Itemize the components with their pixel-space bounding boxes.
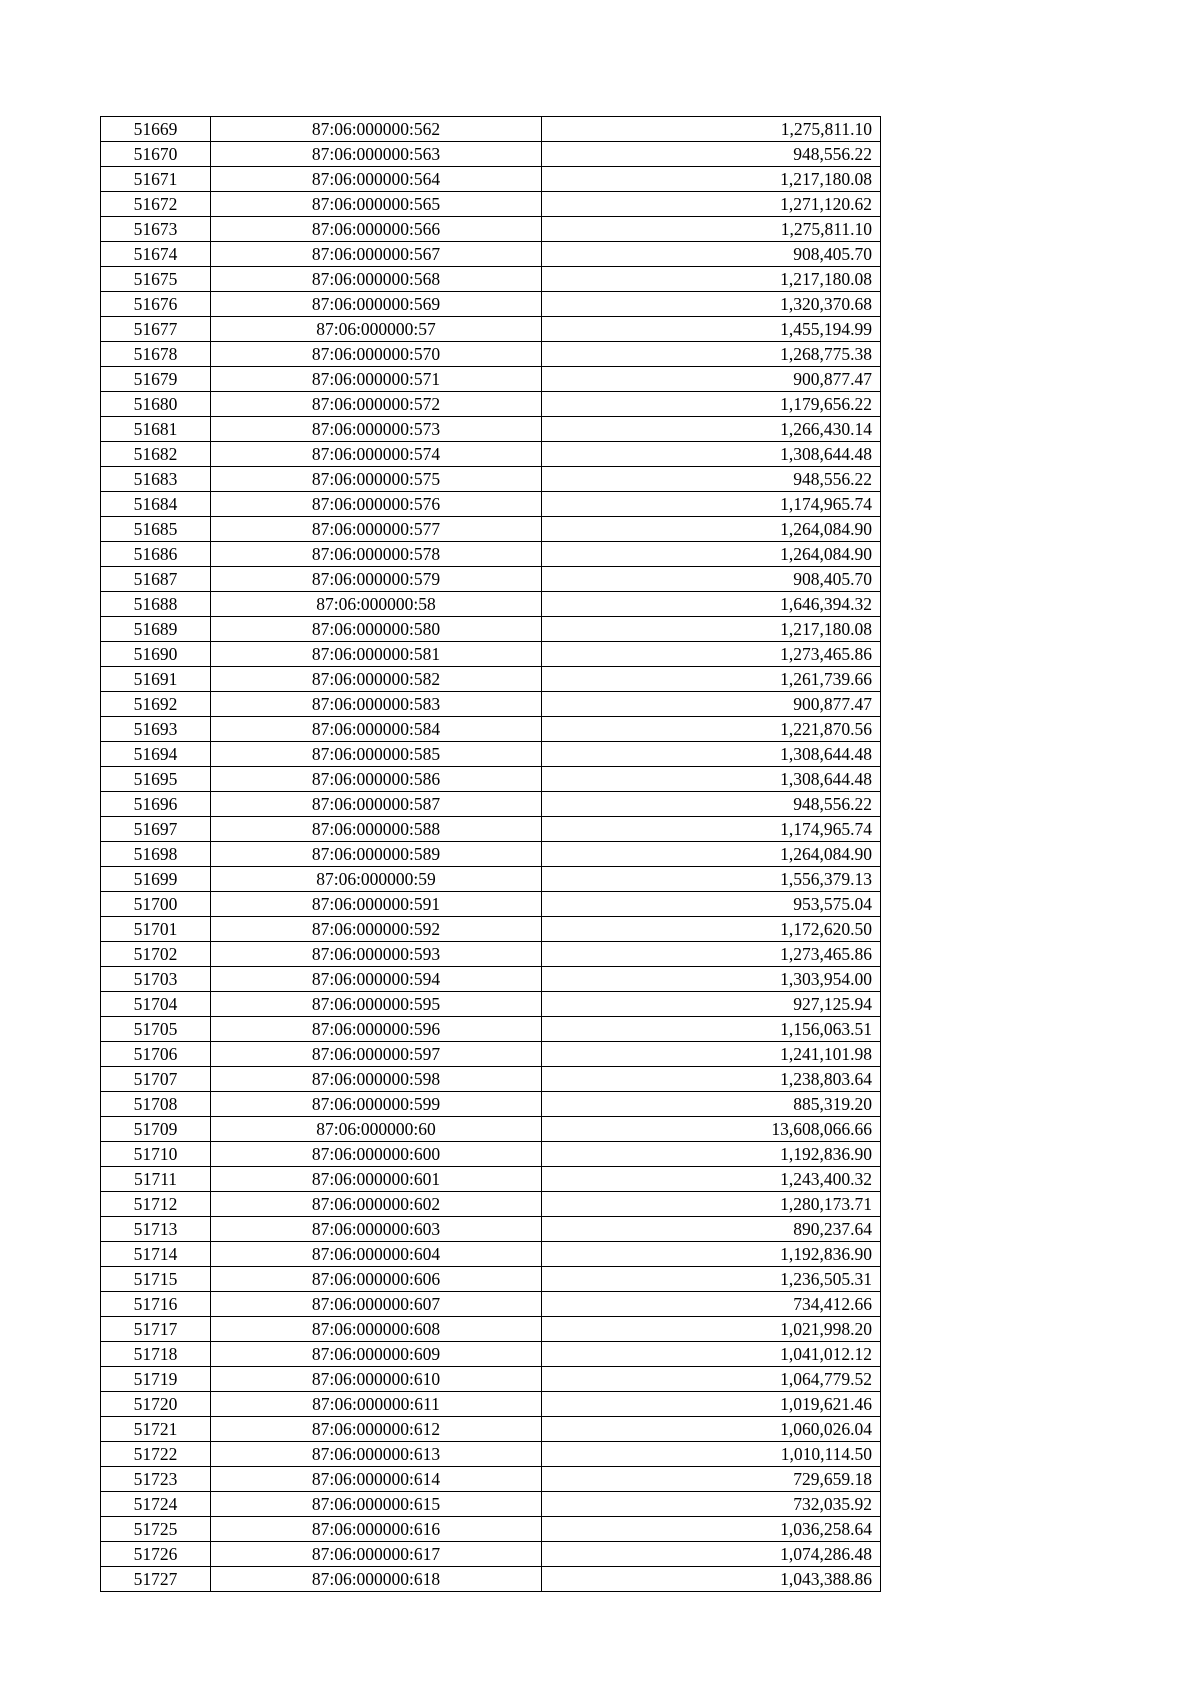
cadastral-number-cell: 87:06:000000:573 [211, 417, 542, 442]
value-cell: 1,241,101.98 [542, 1042, 881, 1067]
row-number-cell: 51691 [101, 667, 211, 692]
cadastral-number-cell: 87:06:000000:599 [211, 1092, 542, 1117]
cadastral-number-cell: 87:06:000000:579 [211, 567, 542, 592]
cadastral-number-cell: 87:06:000000:597 [211, 1042, 542, 1067]
cadastral-number-cell: 87:06:000000:613 [211, 1442, 542, 1467]
row-number-cell: 51715 [101, 1267, 211, 1292]
row-number-cell: 51726 [101, 1542, 211, 1567]
table-row [101, 217, 881, 242]
row-number-cell: 51689 [101, 617, 211, 642]
row-number-cell: 51706 [101, 1042, 211, 1067]
value-cell: 1,192,836.90 [542, 1242, 881, 1267]
row-number-cell: 51696 [101, 792, 211, 817]
value-cell: 1,271,120.62 [542, 192, 881, 217]
value-cell: 1,303,954.00 [542, 967, 881, 992]
cadastral-number-cell: 87:06:000000:581 [211, 642, 542, 667]
row-number-cell: 51714 [101, 1242, 211, 1267]
table-row [101, 1242, 881, 1267]
table-row [101, 542, 881, 567]
value-cell: 1,217,180.08 [542, 267, 881, 292]
row-number-cell: 51688 [101, 592, 211, 617]
value-cell: 1,556,379.13 [542, 867, 881, 892]
table-row [101, 442, 881, 467]
row-number-cell: 51712 [101, 1192, 211, 1217]
table-row [101, 817, 881, 842]
cadastral-number-cell: 87:06:000000:565 [211, 192, 542, 217]
cadastral-number-cell: 87:06:000000:606 [211, 1267, 542, 1292]
table-row [101, 742, 881, 767]
row-number-cell: 51702 [101, 942, 211, 967]
table-row [101, 1267, 881, 1292]
row-number-cell: 51718 [101, 1342, 211, 1367]
row-number-cell: 51722 [101, 1442, 211, 1467]
cadastral-number-cell: 87:06:000000:601 [211, 1167, 542, 1192]
row-number-cell: 51709 [101, 1117, 211, 1142]
value-cell: 1,174,965.74 [542, 492, 881, 517]
table-row [101, 767, 881, 792]
row-number-cell: 51679 [101, 367, 211, 392]
table-row [101, 142, 881, 167]
cadastral-number-cell: 87:06:000000:578 [211, 542, 542, 567]
table-row [101, 967, 881, 992]
value-cell: 1,264,084.90 [542, 517, 881, 542]
cadastral-number-cell: 87:06:000000:612 [211, 1417, 542, 1442]
value-cell: 1,308,644.48 [542, 442, 881, 467]
table-row [101, 1142, 881, 1167]
cadastral-number-cell: 87:06:000000:60 [211, 1117, 542, 1142]
cadastral-number-cell: 87:06:000000:566 [211, 217, 542, 242]
value-cell: 1,280,173.71 [542, 1192, 881, 1217]
table-row [101, 1117, 881, 1142]
table-row [101, 717, 881, 742]
cadastral-number-cell: 87:06:000000:571 [211, 367, 542, 392]
row-number-cell: 51690 [101, 642, 211, 667]
row-number-cell: 51727 [101, 1567, 211, 1592]
value-cell: 1,179,656.22 [542, 392, 881, 417]
row-number-cell: 51687 [101, 567, 211, 592]
row-number-cell: 51719 [101, 1367, 211, 1392]
cadastral-number-cell: 87:06:000000:596 [211, 1017, 542, 1042]
table-row [101, 1292, 881, 1317]
value-cell: 885,319.20 [542, 1092, 881, 1117]
row-number-cell: 51698 [101, 842, 211, 867]
value-cell: 1,236,505.31 [542, 1267, 881, 1292]
cadastral-number-cell: 87:06:000000:564 [211, 167, 542, 192]
row-number-cell: 51681 [101, 417, 211, 442]
value-cell: 1,036,258.64 [542, 1517, 881, 1542]
cadastral-number-cell: 87:06:000000:577 [211, 517, 542, 542]
cadastral-number-cell: 87:06:000000:562 [211, 117, 542, 142]
row-number-cell: 51708 [101, 1092, 211, 1117]
row-number-cell: 51675 [101, 267, 211, 292]
value-cell: 953,575.04 [542, 892, 881, 917]
row-number-cell: 51707 [101, 1067, 211, 1092]
cadastral-number-cell: 87:06:000000:609 [211, 1342, 542, 1367]
table-row [101, 1067, 881, 1092]
cadastral-number-cell: 87:06:000000:575 [211, 467, 542, 492]
cadastral-number-cell: 87:06:000000:59 [211, 867, 542, 892]
value-cell: 1,043,388.86 [542, 1567, 881, 1592]
value-cell: 908,405.70 [542, 242, 881, 267]
row-number-cell: 51721 [101, 1417, 211, 1442]
table-row [101, 1092, 881, 1117]
table-row [101, 892, 881, 917]
value-cell: 1,275,811.10 [542, 217, 881, 242]
row-number-cell: 51692 [101, 692, 211, 717]
value-cell: 1,308,644.48 [542, 767, 881, 792]
value-cell: 908,405.70 [542, 567, 881, 592]
row-number-cell: 51703 [101, 967, 211, 992]
value-cell: 1,156,063.51 [542, 1017, 881, 1042]
value-cell: 1,264,084.90 [542, 542, 881, 567]
table-row [101, 1567, 881, 1592]
row-number-cell: 51684 [101, 492, 211, 517]
cadastral-number-cell: 87:06:000000:618 [211, 1567, 542, 1592]
table-row [101, 792, 881, 817]
row-number-cell: 51704 [101, 992, 211, 1017]
row-number-cell: 51678 [101, 342, 211, 367]
value-cell: 1,172,620.50 [542, 917, 881, 942]
value-cell: 948,556.22 [542, 142, 881, 167]
table-row [101, 1517, 881, 1542]
row-number-cell: 51683 [101, 467, 211, 492]
row-number-cell: 51670 [101, 142, 211, 167]
row-number-cell: 51695 [101, 767, 211, 792]
row-number-cell: 51693 [101, 717, 211, 742]
row-number-cell: 51711 [101, 1167, 211, 1192]
cadastral-number-cell: 87:06:000000:576 [211, 492, 542, 517]
row-number-cell: 51671 [101, 167, 211, 192]
value-cell: 729,659.18 [542, 1467, 881, 1492]
table-row [101, 517, 881, 542]
row-number-cell: 51720 [101, 1392, 211, 1417]
cadastral-number-cell: 87:06:000000:591 [211, 892, 542, 917]
value-cell: 1,010,114.50 [542, 1442, 881, 1467]
row-number-cell: 51694 [101, 742, 211, 767]
cadastral-number-cell: 87:06:000000:616 [211, 1517, 542, 1542]
value-cell: 1,041,012.12 [542, 1342, 881, 1367]
table-row [101, 342, 881, 367]
table-row [101, 867, 881, 892]
row-number-cell: 51700 [101, 892, 211, 917]
value-cell: 1,243,400.32 [542, 1167, 881, 1192]
row-number-cell: 51686 [101, 542, 211, 567]
cadastral-number-cell: 87:06:000000:593 [211, 942, 542, 967]
value-cell: 1,268,775.38 [542, 342, 881, 367]
value-cell: 1,064,779.52 [542, 1367, 881, 1392]
table-row [101, 367, 881, 392]
table-row [101, 917, 881, 942]
value-cell: 927,125.94 [542, 992, 881, 1017]
value-cell: 1,264,084.90 [542, 842, 881, 867]
table-row [101, 1492, 881, 1517]
row-number-cell: 51677 [101, 317, 211, 342]
row-number-cell: 51699 [101, 867, 211, 892]
table-row [101, 692, 881, 717]
table-row [101, 842, 881, 867]
row-number-cell: 51673 [101, 217, 211, 242]
row-number-cell: 51682 [101, 442, 211, 467]
value-cell: 1,320,370.68 [542, 292, 881, 317]
row-number-cell: 51716 [101, 1292, 211, 1317]
table-row [101, 1167, 881, 1192]
table-row [101, 592, 881, 617]
value-cell: 1,060,026.04 [542, 1417, 881, 1442]
cadastral-number-cell: 87:06:000000:594 [211, 967, 542, 992]
row-number-cell: 51701 [101, 917, 211, 942]
value-cell: 1,221,870.56 [542, 717, 881, 742]
cadastral-number-cell: 87:06:000000:608 [211, 1317, 542, 1342]
table-row [101, 1367, 881, 1392]
row-number-cell: 51723 [101, 1467, 211, 1492]
cadastral-number-cell: 87:06:000000:587 [211, 792, 542, 817]
table-row [101, 567, 881, 592]
table-row [101, 317, 881, 342]
cadastral-number-cell: 87:06:000000:580 [211, 617, 542, 642]
cadastral-number-cell: 87:06:000000:568 [211, 267, 542, 292]
value-cell: 948,556.22 [542, 467, 881, 492]
cadastral-number-cell: 87:06:000000:600 [211, 1142, 542, 1167]
row-number-cell: 51676 [101, 292, 211, 317]
cadastral-number-cell: 87:06:000000:567 [211, 242, 542, 267]
value-cell: 1,074,286.48 [542, 1542, 881, 1567]
table-row [101, 1467, 881, 1492]
value-cell: 1,273,465.86 [542, 942, 881, 967]
row-number-cell: 51725 [101, 1517, 211, 1542]
table-row [101, 417, 881, 442]
cadastral-number-cell: 87:06:000000:611 [211, 1392, 542, 1417]
value-cell: 1,266,430.14 [542, 417, 881, 442]
value-cell: 1,217,180.08 [542, 167, 881, 192]
value-cell: 890,237.64 [542, 1217, 881, 1242]
value-cell: 1,646,394.32 [542, 592, 881, 617]
table-row [101, 1042, 881, 1067]
table-row [101, 1317, 881, 1342]
value-cell: 1,308,644.48 [542, 742, 881, 767]
row-number-cell: 51669 [101, 117, 211, 142]
row-number-cell: 51674 [101, 242, 211, 267]
cadastral-number-cell: 87:06:000000:584 [211, 717, 542, 742]
value-cell: 1,238,803.64 [542, 1067, 881, 1092]
row-number-cell: 51680 [101, 392, 211, 417]
value-cell: 1,275,811.10 [542, 117, 881, 142]
cadastral-number-cell: 87:06:000000:603 [211, 1217, 542, 1242]
cadastral-number-cell: 87:06:000000:58 [211, 592, 542, 617]
table-row [101, 617, 881, 642]
value-cell: 1,192,836.90 [542, 1142, 881, 1167]
table-row [101, 192, 881, 217]
value-cell: 734,412.66 [542, 1292, 881, 1317]
table-row [101, 467, 881, 492]
row-number-cell: 51685 [101, 517, 211, 542]
cadastral-value-table [100, 116, 881, 1592]
table-row [101, 292, 881, 317]
cadastral-number-cell: 87:06:000000:574 [211, 442, 542, 467]
table-row [101, 992, 881, 1017]
cadastral-number-cell: 87:06:000000:617 [211, 1542, 542, 1567]
table-row [101, 117, 881, 142]
value-cell: 1,273,465.86 [542, 642, 881, 667]
cadastral-number-cell: 87:06:000000:598 [211, 1067, 542, 1092]
cadastral-number-cell: 87:06:000000:595 [211, 992, 542, 1017]
table-row [101, 1192, 881, 1217]
cadastral-number-cell: 87:06:000000:583 [211, 692, 542, 717]
table-row [101, 492, 881, 517]
value-cell: 1,021,998.20 [542, 1317, 881, 1342]
cadastral-number-cell: 87:06:000000:588 [211, 817, 542, 842]
cadastral-number-cell: 87:06:000000:582 [211, 667, 542, 692]
row-number-cell: 51713 [101, 1217, 211, 1242]
table-row [101, 1542, 881, 1567]
cadastral-number-cell: 87:06:000000:589 [211, 842, 542, 867]
cadastral-number-cell: 87:06:000000:592 [211, 917, 542, 942]
cadastral-number-cell: 87:06:000000:604 [211, 1242, 542, 1267]
table-body [101, 117, 881, 1592]
row-number-cell: 51724 [101, 1492, 211, 1517]
value-cell: 1,217,180.08 [542, 617, 881, 642]
cadastral-number-cell: 87:06:000000:569 [211, 292, 542, 317]
cadastral-number-cell: 87:06:000000:57 [211, 317, 542, 342]
value-cell: 900,877.47 [542, 367, 881, 392]
row-number-cell: 51672 [101, 192, 211, 217]
value-cell: 1,455,194.99 [542, 317, 881, 342]
table-row [101, 1017, 881, 1042]
cadastral-number-cell: 87:06:000000:570 [211, 342, 542, 367]
row-number-cell: 51717 [101, 1317, 211, 1342]
cadastral-number-cell: 87:06:000000:615 [211, 1492, 542, 1517]
value-cell: 732,035.92 [542, 1492, 881, 1517]
cadastral-number-cell: 87:06:000000:563 [211, 142, 542, 167]
value-cell: 1,261,739.66 [542, 667, 881, 692]
cadastral-number-cell: 87:06:000000:585 [211, 742, 542, 767]
table-row [101, 267, 881, 292]
cadastral-number-cell: 87:06:000000:614 [211, 1467, 542, 1492]
value-cell: 1,019,621.46 [542, 1392, 881, 1417]
table-row [101, 1342, 881, 1367]
table-row [101, 242, 881, 267]
table-row [101, 642, 881, 667]
table-row [101, 1442, 881, 1467]
cadastral-number-cell: 87:06:000000:572 [211, 392, 542, 417]
table-row [101, 1417, 881, 1442]
table-row [101, 392, 881, 417]
value-cell: 948,556.22 [542, 792, 881, 817]
value-cell: 1,174,965.74 [542, 817, 881, 842]
table-row [101, 942, 881, 967]
table-row [101, 1217, 881, 1242]
table-row [101, 167, 881, 192]
cadastral-number-cell: 87:06:000000:610 [211, 1367, 542, 1392]
row-number-cell: 51697 [101, 817, 211, 842]
cadastral-number-cell: 87:06:000000:602 [211, 1192, 542, 1217]
cadastral-number-cell: 87:06:000000:607 [211, 1292, 542, 1317]
table-row [101, 667, 881, 692]
table-row [101, 1392, 881, 1417]
row-number-cell: 51705 [101, 1017, 211, 1042]
row-number-cell: 51710 [101, 1142, 211, 1167]
cadastral-number-cell: 87:06:000000:586 [211, 767, 542, 792]
value-cell: 900,877.47 [542, 692, 881, 717]
value-cell: 13,608,066.66 [542, 1117, 881, 1142]
